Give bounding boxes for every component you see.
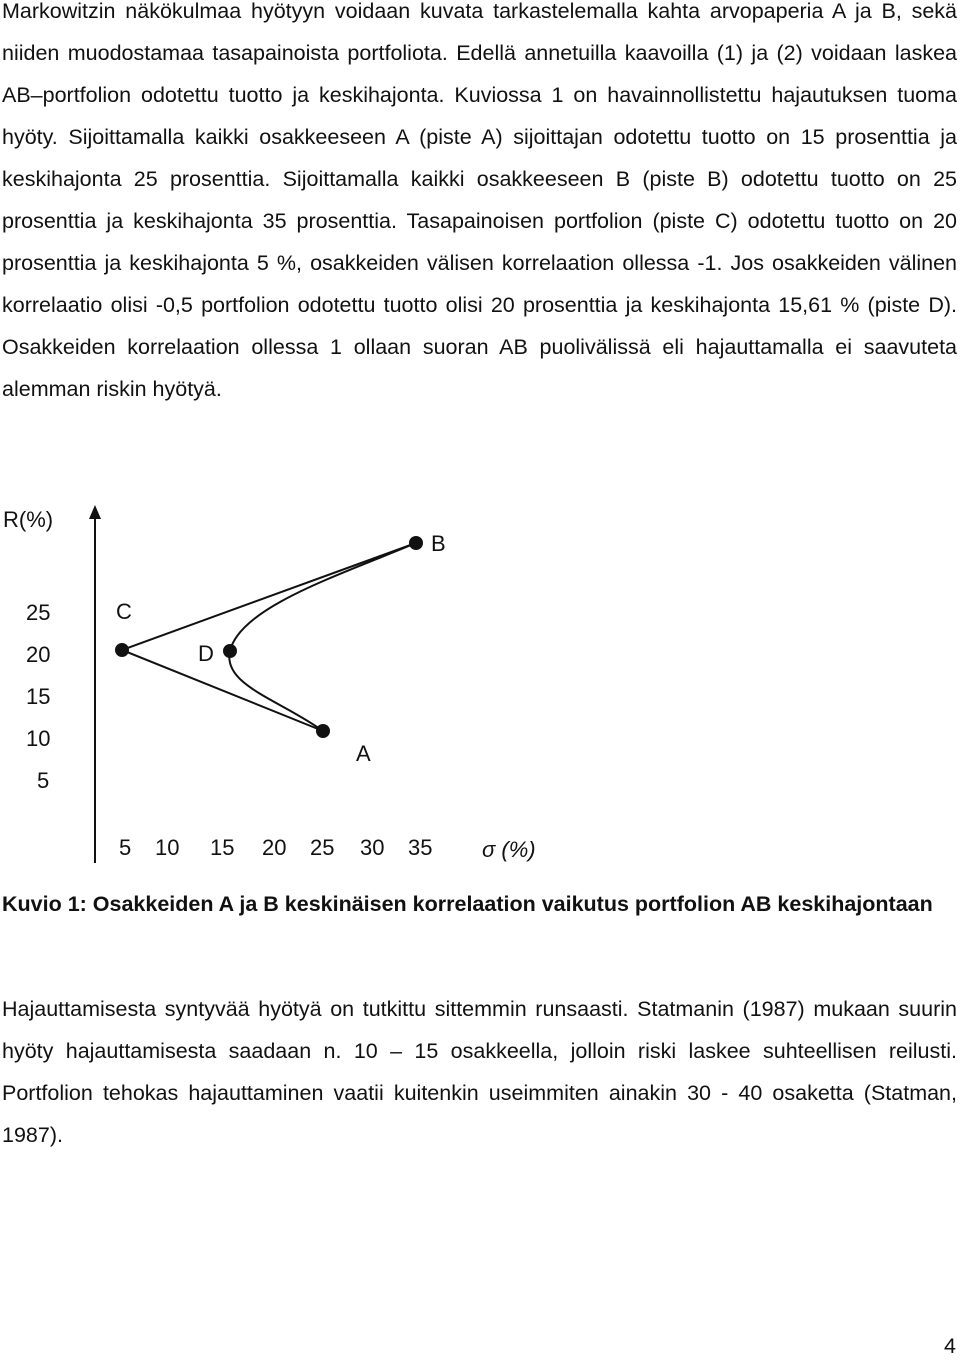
y-tick-label: 20 xyxy=(26,642,51,667)
page-number: 4 xyxy=(944,1334,956,1358)
point-d xyxy=(223,644,237,658)
x-tick-label: 5 xyxy=(119,835,132,860)
point-a xyxy=(316,724,330,738)
y-tick-labels xyxy=(26,600,50,793)
y-tick-label: 15 xyxy=(26,684,51,709)
figure-caption: Kuvio 1: Osakkeiden A ja B keskinäisen korrelaation vaikutus portfolion AB keskihajontaan xyxy=(2,892,933,916)
x-tick-label: 15 xyxy=(210,835,235,860)
x-axis-label: σ (%) xyxy=(482,837,536,862)
x-tick-label: 10 xyxy=(155,835,180,860)
point-b xyxy=(409,536,423,550)
x-tick-label: 30 xyxy=(360,835,385,860)
y-tick-label: 10 xyxy=(26,726,51,751)
y-axis-label: R(%) xyxy=(3,507,54,532)
x-tick-label: 20 xyxy=(262,835,287,860)
point-label-d: D xyxy=(198,641,214,666)
y-tick-label: 5 xyxy=(37,768,50,793)
curve-a-d-b xyxy=(229,543,416,731)
y-axis-arrow xyxy=(89,505,101,519)
line-c-to-b xyxy=(122,543,416,650)
diversification-paragraph: Hajauttamisesta syntyvää hyötyä on tutkittu sittemmin runsaasti. Statmanin (1987) mukaan suurin hyöty hajauttamisesta saadaan n. 10 – 15 osakkeella, jolloin riski laskee suhteellisen reilusti. Portfolion tehokas hajauttaminen vaatii kuitenkin useimmiten ainakin 30 - 40 osaketta (Statman, 1987). xyxy=(2,997,957,1147)
point-label-b: B xyxy=(431,531,446,556)
x-tick-labels xyxy=(119,835,432,860)
intro-paragraph: Markowitzin näkökulmaa hyötyyn voidaan kuvata tarkastelemalla kahta arvopaperia A ja B, sekä niiden muodostamaa tasapainoista portfoliota. Edellä annetuilla kaavoilla (1) ja (2) voidaan laskea AB–portfolion odotettu tuotto ja keskihajonta. Kuviossa 1 on havainnollistettu hajautuksen tuoma hyöty. Sijoittamalla kaikki osakkeeseen A (piste A) sijoittajan odotettu tuotto on 15 prosenttia ja keskihajonta 25 prosenttia. Sijoittamalla kaikki osakkeeseen B (piste B) odotettu tuotto on 25 prosenttia ja keskihajonta 35 prosenttia. Tasapainoisen portfolion (piste C) odotettu tuotto on 20 prosenttia ja keskihajonta 5 %, osakkeiden välisen korrelaation ollessa -1. Jos osakkeiden välinen korrelaatio olisi -0,5 portfolion odotettu tuotto olisi 20 prosenttia ja keskihajonta 15,61 % (piste D). Osakkeiden korrelaation ollessa 1 ollaan suoran AB puolivälissä eli hajauttamalla ei saavuteta alemman riskin hyötyä. xyxy=(2,0,957,401)
line-c-to-a xyxy=(122,650,323,731)
x-tick-label: 35 xyxy=(408,835,433,860)
portfolio-risk-return-figure xyxy=(0,495,560,870)
y-tick-label: 25 xyxy=(26,600,51,625)
point-label-a: A xyxy=(356,741,371,766)
x-tick-label: 25 xyxy=(310,835,335,860)
point-c xyxy=(115,643,129,657)
point-label-c: C xyxy=(116,599,132,624)
